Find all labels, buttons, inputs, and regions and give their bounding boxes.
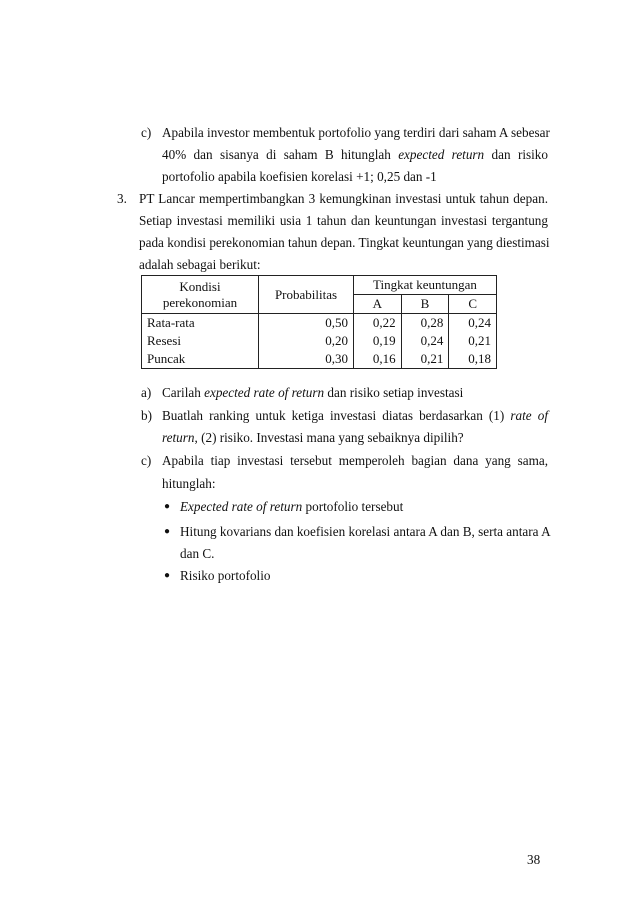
- item-c1-line2: [162, 147, 548, 163]
- cell-prob: 0,50: [259, 314, 354, 333]
- cell-prob: 0,30: [259, 350, 354, 369]
- cell-b: 0,28: [401, 314, 449, 333]
- table-row: [142, 314, 497, 333]
- item-a-text: [162, 385, 463, 401]
- cell-a: 0,16: [354, 350, 402, 369]
- page-number: 38: [527, 852, 541, 867]
- header-kondisi: [142, 276, 259, 314]
- item-3-line1: PT Lancar mempertimbangkan 3 kemungkinan investasi untuk tahun depan.: [139, 191, 548, 206]
- item-a-text-end: dan risiko setiap investasi: [324, 385, 464, 400]
- item-c2-line2: hitunglah:: [162, 476, 216, 491]
- item-b-line1: [162, 408, 548, 424]
- item-c2-line1: Apabila tiap investasi tersebut memperoleh bagian dana yang sama,: [162, 453, 548, 468]
- bullet-icon: ●: [164, 570, 171, 581]
- item-c1-label: c): [141, 125, 152, 140]
- item-3-line3: pada kondisi perekonomian tahun depan. Tingkat keuntungan yang diestimasi: [139, 235, 550, 250]
- item-a-text-em: expected rate of return: [204, 385, 325, 400]
- cell-b: 0,24: [401, 332, 449, 350]
- item-a-text-start: Carilah: [162, 385, 205, 400]
- cell-kondisi: Rata-rata: [142, 314, 259, 333]
- item-3-line2: Setiap investasi memiliki usia 1 tahun dan keuntungan investasi tergantung: [139, 213, 548, 228]
- header-col-b: B: [401, 295, 449, 314]
- item-b-line2-em: return: [162, 430, 195, 445]
- item-b-label: b): [141, 408, 152, 423]
- item-3-line4: adalah sebagai berikut:: [139, 257, 261, 272]
- table-row: [142, 350, 497, 369]
- header-kondisi-line2: perekonomian: [162, 294, 238, 310]
- item-a-label: a): [141, 385, 152, 400]
- bullet-2-line1: Hitung kovarians dan koefisien korelasi antara A dan B, serta antara A: [180, 524, 551, 539]
- bullet-icon: ●: [164, 526, 171, 537]
- item-c1-line2-em: expected return: [398, 147, 485, 162]
- header-col-c: C: [449, 295, 497, 314]
- cell-c: 0,21: [449, 332, 497, 350]
- table-row: [142, 332, 497, 350]
- item-b-line2-rest: , (2) risiko. Investasi mana yang sebaiknya dipilih?: [194, 430, 464, 445]
- item-c1-line3: portofolio apabila koefisien korelasi +1; 0,25 dan -1: [162, 169, 437, 184]
- bullet-icon: ●: [164, 501, 171, 512]
- item-c1-line2-rest: dan risiko: [484, 147, 548, 162]
- cell-a: 0,19: [354, 332, 402, 350]
- bullet-1-text: [180, 499, 403, 515]
- bullet-1-rest: portofolio tersebut: [302, 499, 404, 514]
- header-col-a: A: [354, 295, 402, 314]
- header-probabilitas: Probabilitas: [259, 276, 354, 314]
- item-c2-label: c): [141, 453, 152, 468]
- item-b-line1-em: rate of: [510, 408, 548, 423]
- bullet-1-em: Expected rate of return: [180, 499, 303, 514]
- cell-b: 0,21: [401, 350, 449, 369]
- item-3-label: 3.: [117, 191, 127, 206]
- header-kondisi-line1: Kondisi: [179, 278, 221, 294]
- bullet-2-line2: dan C.: [180, 546, 215, 561]
- bullet-3-text: Risiko portofolio: [180, 568, 271, 583]
- cell-c: 0,24: [449, 314, 497, 333]
- cell-prob: 0,20: [259, 332, 354, 350]
- item-c1-line1: Apabila investor membentuk portofolio yang terdiri dari saham A sebesar: [162, 125, 550, 140]
- item-c1-line2-text: 40% dan sisanya di saham B hitunglah: [162, 147, 399, 162]
- header-tingkat: Tingkat keuntungan: [354, 276, 497, 295]
- cell-c: 0,18: [449, 350, 497, 369]
- item-b-line1-text: Buatlah ranking untuk ketiga investasi diatas berdasarkan (1): [162, 408, 511, 423]
- item-b-line2: [162, 430, 464, 446]
- cell-a: 0,22: [354, 314, 402, 333]
- profit-table: [141, 275, 497, 369]
- cell-kondisi: Resesi: [142, 332, 259, 350]
- cell-kondisi: Puncak: [142, 350, 259, 369]
